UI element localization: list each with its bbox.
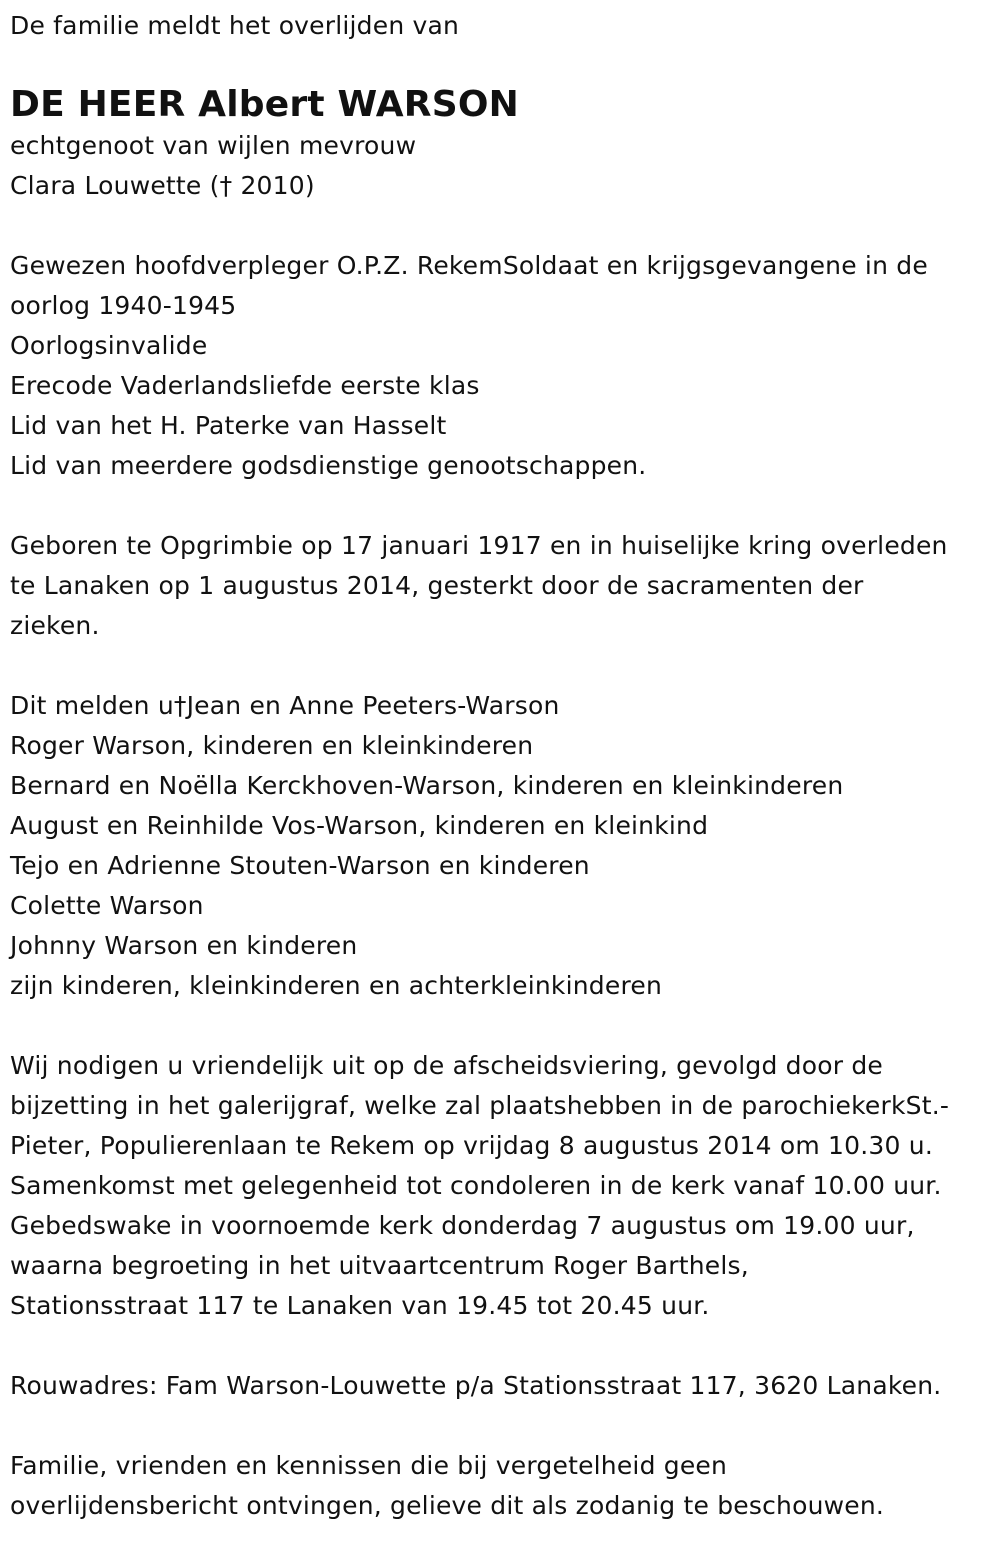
birth-death-line: zieken. [10,611,100,640]
family-line: Bernard en Noëlla Kerckhoven-Warson, kinderen en kleinkinderen [10,771,844,800]
family-section [10,686,995,1006]
biography-line: Lid van het H. Paterke van Hasselt [10,411,447,440]
biography-line: Oorlogsinvalide [10,331,208,360]
ceremony-line: Samenkomst met gelegenheid tot condoleren in de kerk vanaf 10.00 uur. [10,1171,942,1200]
birth-death-line: Geboren te Opgrimbie op 17 januari 1917 en in huiselijke kring overleden [10,531,948,560]
intro-text: De familie meldt het overlijden van [10,11,460,40]
birth-death-section [10,526,995,646]
family-line: Tejo en Adrienne Stouten-Warson en kinderen [10,851,590,880]
closing-section [10,1446,995,1526]
ceremony-line: bijzetting in het galerijgraf, welke zal plaatshebben in de parochiekerkSt.- [10,1091,950,1120]
biography-line: Gewezen hoofdverpleger O.P.Z. RekemSoldaat en krijgsgevangene in de [10,251,928,280]
biography-line: oorlog 1940-1945 [10,291,237,320]
spacer [10,486,995,526]
spouse-line: echtgenoot van wijlen mevrouw [10,131,417,160]
spacer [10,1326,995,1366]
ceremony-line: Wij nodigen u vriendelijk uit op de afscheidsviering, gevolgd door de [10,1051,884,1080]
spacer [10,1406,995,1446]
family-line: August en Reinhilde Vos-Warson, kinderen en kleinkind [10,811,709,840]
spacer [10,1006,995,1046]
biography-line: Erecode Vaderlandsliefde eerste klas [10,371,480,400]
family-line: Johnny Warson en kinderen [10,931,358,960]
spacer [10,46,995,84]
ceremony-line: Stationsstraat 117 te Lanaken van 19.45 tot 20.45 uur. [10,1291,710,1320]
family-line: Dit melden u†Jean en Anne Peeters-Warson [10,691,560,720]
ceremony-line: waarna begroeting in het uitvaartcentrum Roger Barthels, [10,1251,749,1280]
spacer [10,646,995,686]
birth-death-line: te Lanaken op 1 augustus 2014, gesterkt door de sacramenten der [10,571,864,600]
closing-line: overlijdensbericht ontvingen, gelieve dit als zodanig te beschouwen. [10,1491,885,1520]
spouse-name-line: Clara Louwette († 2010) [10,171,315,200]
obituary-document [10,6,995,1526]
ceremony-line: Gebedswake in voornoemde kerk donderdag 7 augustus om 19.00 uur, [10,1211,915,1240]
family-line: Colette Warson [10,891,204,920]
family-line: zijn kinderen, kleinkinderen en achterkleinkinderen [10,971,662,1000]
deceased-name: DE HEER Albert WARSON [10,84,519,125]
biography-section [10,246,995,486]
closing-line: Familie, vrienden en kennissen die bij vergetelheid geen [10,1451,728,1480]
biography-line: Lid van meerdere godsdienstige genootschappen. [10,451,647,480]
ceremony-line: Pieter, Populierenlaan te Rekem op vrijdag 8 augustus 2014 om 10.30 u. [10,1131,933,1160]
spacer [10,206,995,246]
ceremony-section [10,1046,995,1326]
mourning-address: Rouwadres: Fam Warson-Louwette p/a Stationsstraat 117, 3620 Lanaken. [10,1371,942,1400]
family-line: Roger Warson, kinderen en kleinkinderen [10,731,534,760]
